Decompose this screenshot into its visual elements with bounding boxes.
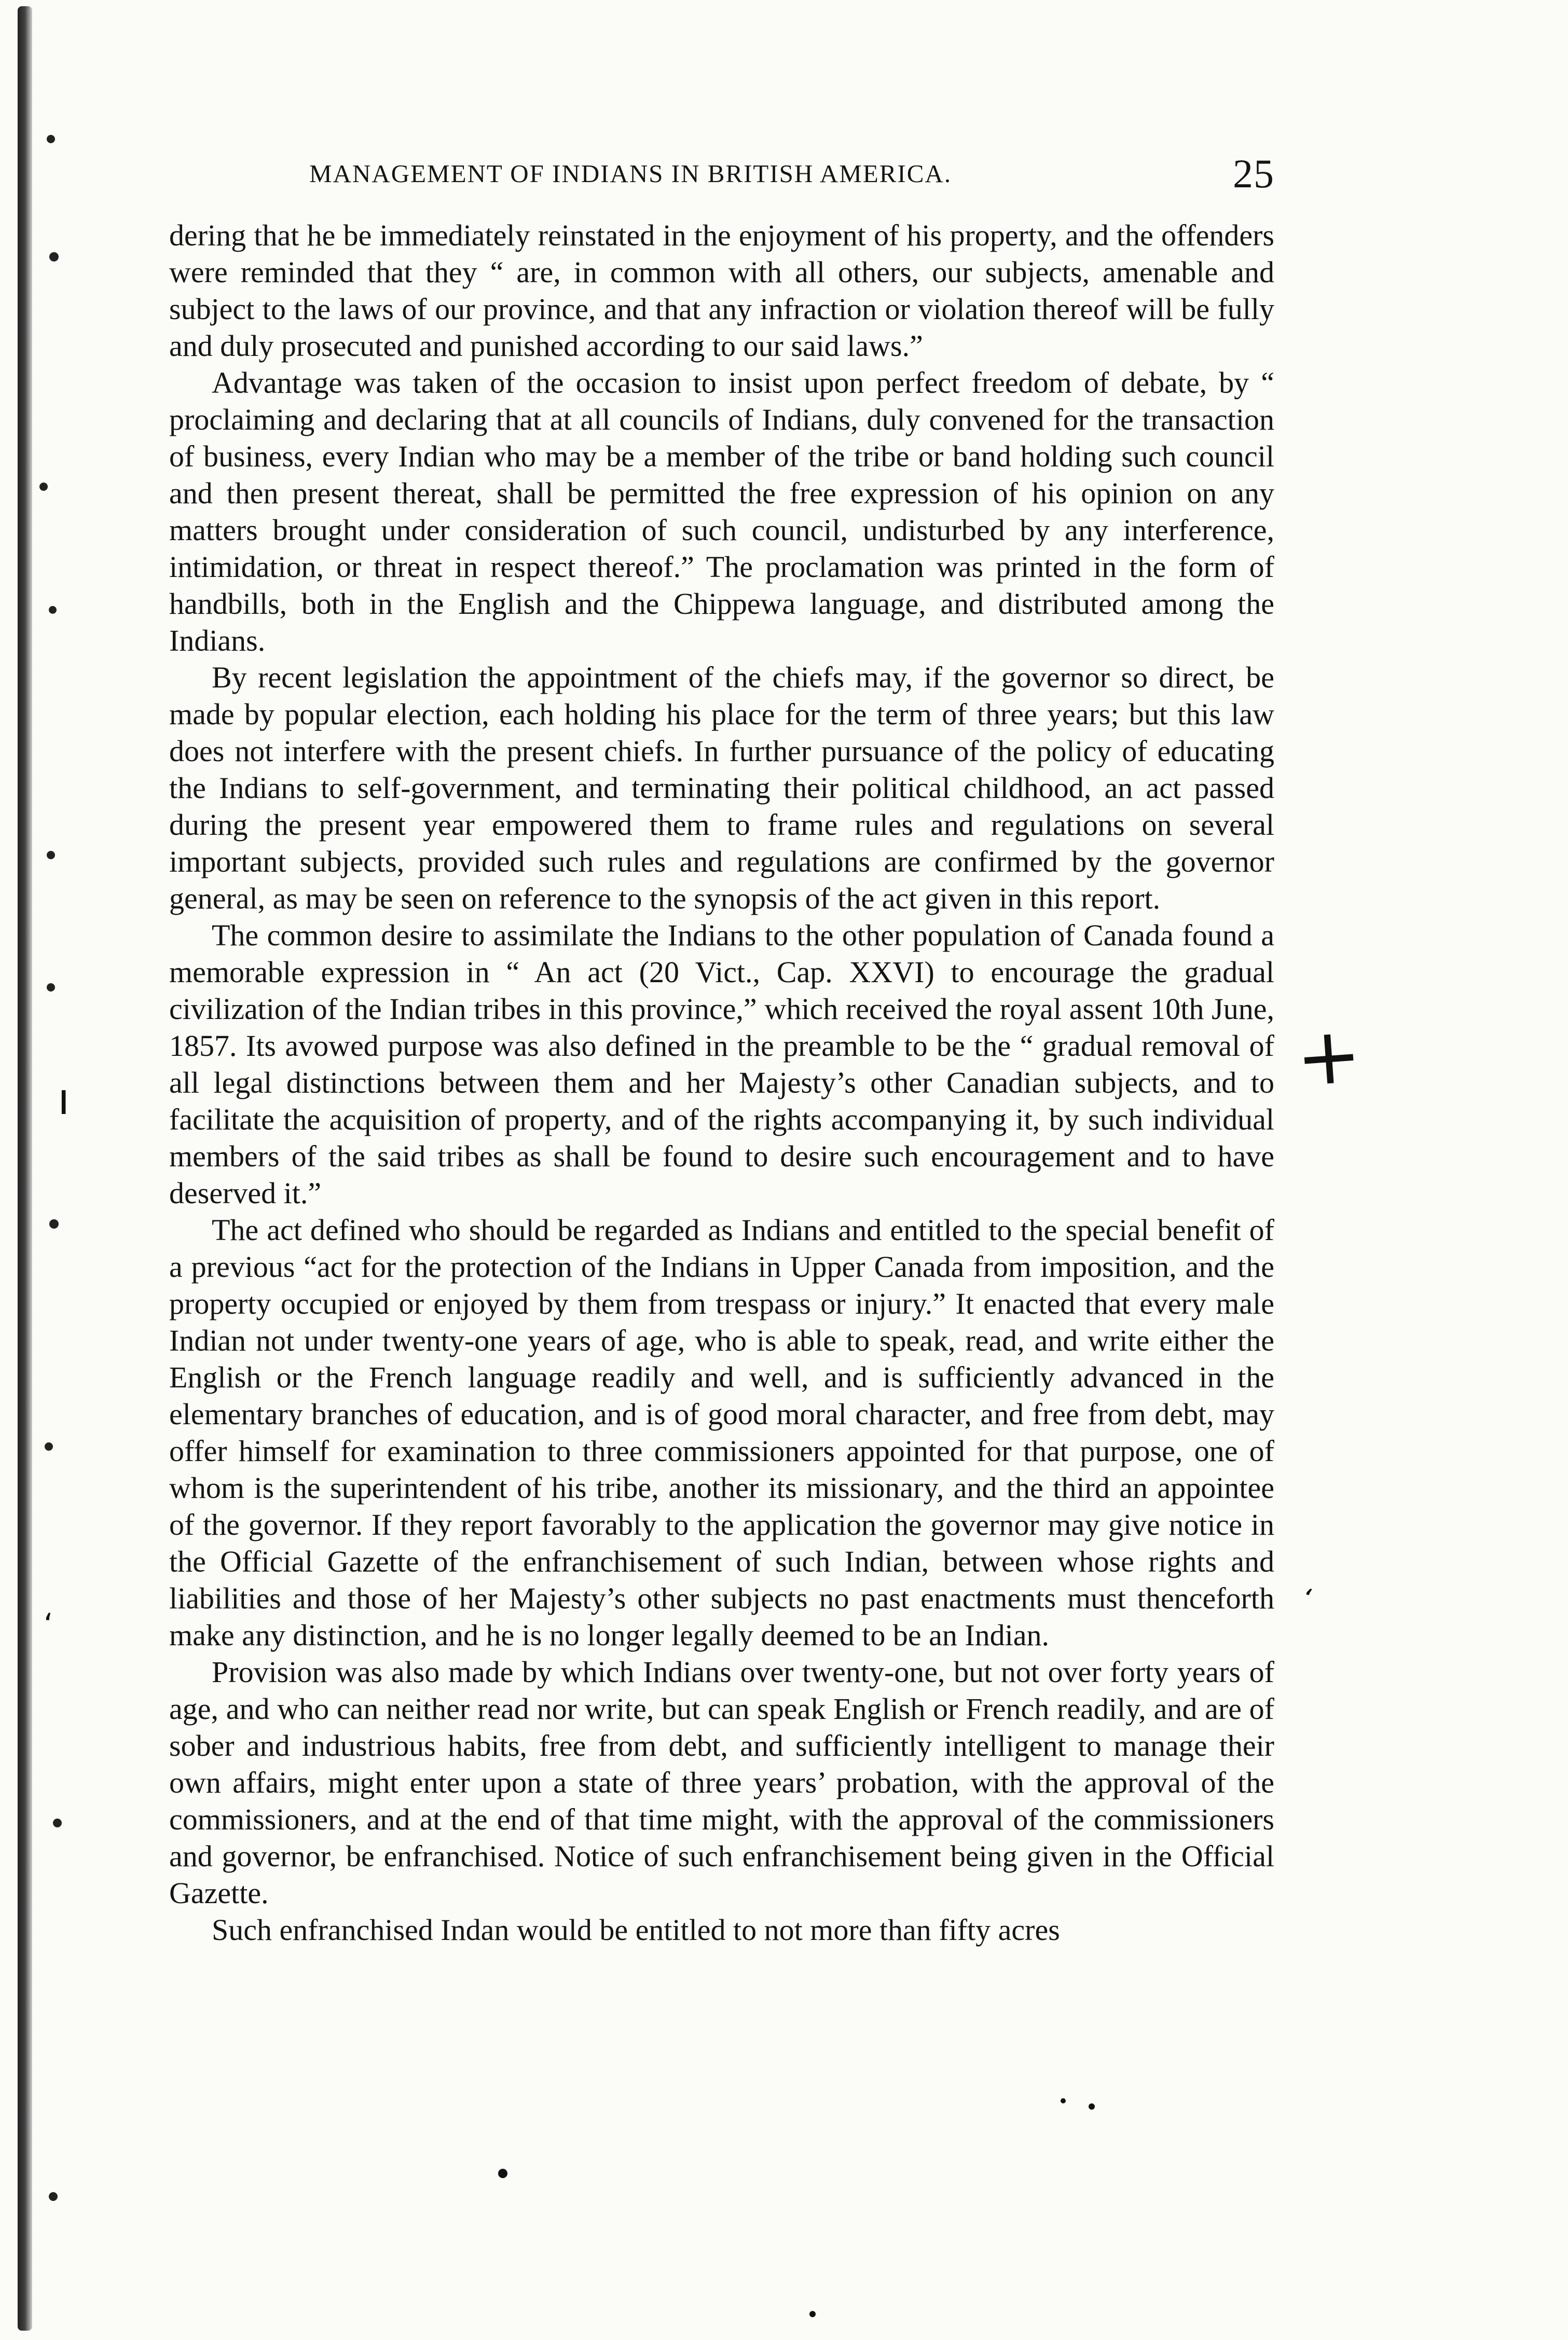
binding-dot	[47, 135, 55, 143]
margin-small-mark: ‘	[1297, 1581, 1316, 1616]
scan-dot	[1061, 2098, 1066, 2103]
paragraph-1: dering that he be immediately reinstated in the enjoyment of his property, and the offenders were reminded that they “ are, in common with all others, our subjects, amenable and subject to the laws of our province, and that any infraction or violation thereof will be fully and duly prosecuted and punished according to our said laws.”	[169, 218, 1274, 363]
binding-dot	[49, 2192, 58, 2201]
binding-dot	[49, 1219, 59, 1229]
paragraph-3: By recent legislation the appointment of the chiefs may, if the governor so direct, be made by popular election, each holding his place for the term of three years; but this law does not interfere with the present chiefs. In further pursuance of the policy of educating the Indians to self-government, and terminating their political childhood, an act passed during the present year empowered them to frame rules and regulations on several important subjects, provided such rules and regulations are confirmed by the governor general, as may be seen on reference to the synopsis of the act given in this report.	[169, 660, 1274, 915]
scan-dot	[809, 2311, 816, 2317]
binding-dot	[47, 983, 55, 992]
paragraph-5: The act defined who should be regarded as Indians and entitled to the special benefit of a previous “act for the protection of the Indians in Upper Canada from imposition, and the property occupied or enjoyed by them from trespass or injury.” It enacted that every male Indian not under twenty-one years of age, who is able to speak, read, and write either the English or the French language readily and well, and is sufficiently advanced in the elementary branches of education, and is of good moral character, and free from debt, may offer himself for examination to three commissioners appointed for that purpose, one of whom is the superintendent of his tribe, another its missionary, and the third an appointee of the governor. If they report favorably to the application the governor may give notice in the Official Gazette of the enfranchisement of such Indian, between whose rights and liabilities and those of her Majesty’s other subjects no past enactments must thenceforth make any distinction, and he is no longer legally deemed to be an Indian.	[169, 1213, 1274, 1652]
page-number: 25	[1233, 151, 1274, 196]
running-head: MANAGEMENT OF INDIANS IN BRITISH AMERICA.	[309, 159, 952, 188]
margin-plus-mark: +	[1293, 1009, 1365, 1105]
binding-edge	[18, 6, 32, 2331]
binding-dot	[45, 1442, 53, 1451]
page-header	[169, 150, 1274, 198]
paragraph-6: Provision was also made by which Indians over twenty-one, but not over forty years of age, and who can neither read nor write, but can speak English or French readily, and are of sober and industrious habits, free from debt, and sufficiently intelligent to manage their own affairs, might enter upon a state of three years’ probation, with the approval of the commissioners, and at the end of that time might, with the approval of the commissioners and governor, be enfranchised. Notice of such enfranchisement being given in the Official Gazette.	[169, 1655, 1274, 1910]
left-margin-mark: ‘	[44, 1607, 53, 1642]
scan-dot	[1089, 2103, 1095, 2110]
binding-dot	[53, 1819, 62, 1827]
document-body	[169, 217, 1274, 1948]
paragraph-7: Such enfranchised Indan would be entitled to not more than fifty acres	[212, 1913, 1060, 1947]
binding-dot	[39, 483, 48, 491]
scan-dot	[498, 2169, 507, 2178]
binding-dot	[49, 252, 59, 261]
paragraph-2: Advantage was taken of the occasion to insist upon perfect freedom of debate, by “ proclaiming and declaring that at all councils of Indians, duly convened for the transaction of business, every Indian who may be a member of the tribe or band holding such council and then present thereat, shall be permitted the free expression of his opinion on any matters brought under consideration of such council, undisturbed by any interference, intimidation, or threat in respect thereof.” The proclamation was printed in the form of handbills, both in the English and the Chippewa language, and distributed among the Indians.	[169, 366, 1274, 657]
binding-dot	[47, 851, 55, 859]
paragraph-4: The common desire to assimilate the Indians to the other population of Canada found a memorable expression in “ An act (20 Vict., Cap. XXVI) to encourage the gradual civilization of the Indian tribes in this province,” which received the royal assent 10th June, 1857. Its avowed purpose was also defined in the preamble to be the “ gradual removal of all legal distinctions between them and her Majesty’s other Canadian subjects, and to facilitate the acquisition of property, and of the rights accompanying it, by such individual members of the said tribes as shall be found to desire such encouragement and to have deserved it.”	[169, 918, 1274, 1210]
left-margin-mark: ı	[58, 1073, 70, 1124]
binding-dot	[49, 606, 57, 614]
